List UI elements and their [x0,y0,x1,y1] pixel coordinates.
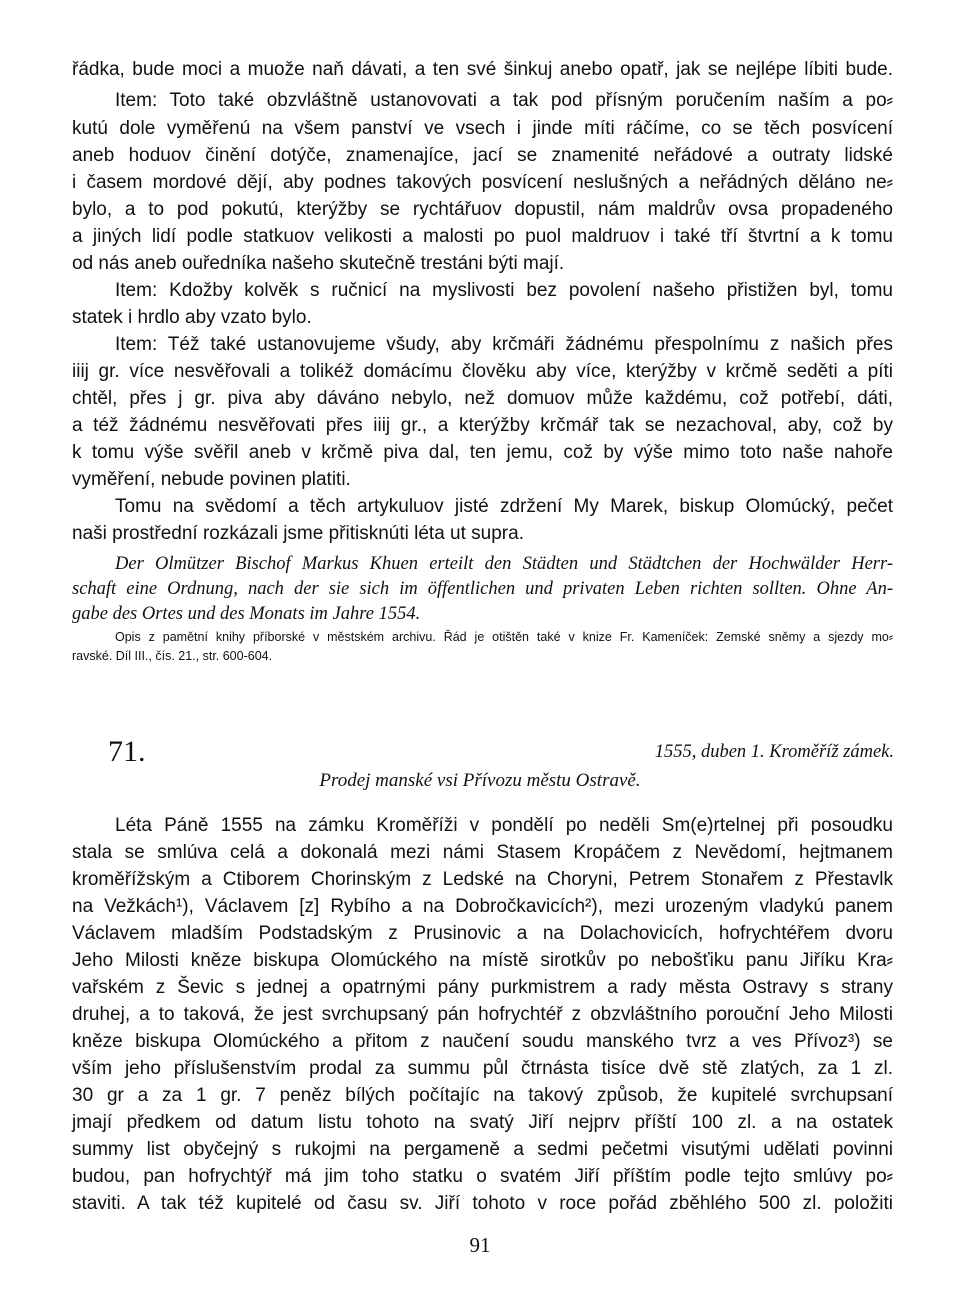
text-line: Jeho Milosti kněze biskupa Olomúckého na místě sirotkův po nebošťiku panu Jiříku Kra⸗ [72,950,893,971]
text-line: kutú dole vyměřenú na všem panství ve vsech i jinde míti ráčíme, co se těch posvícení [72,118,893,139]
text-line: bylo, a to pod pokutú, kterýžby se rychtářuov dopustil, nám maldrův ovsa propadeného [72,199,893,220]
text-line: vyměření, nebude povinen platiti. [72,469,351,490]
text-line: Léta Páně 1555 na zámku Kroměříži v pondělí po neděli Sm(e)rtelnej při posoudku [115,815,893,836]
text-line: vším jeho příslušenstvím prodal za summu půl čtrnásta tisíce dvě stě zlatých, za 1 zl. [72,1058,893,1079]
summary-line: gabe des Ortes und des Monats im Jahre 1554. [72,604,421,624]
text-line: 30 gr a za 1 gr. 7 peněz bílých počítajíc na takový způsob, že kupitelé svrchupsaní [72,1085,893,1106]
summary-line: schaft eine Ordnung, nach der sie sich im öffentlichen und privaten Leben richten sollten. Ohne An- [72,579,893,599]
text-line: na Vežkách¹), Václavem [z] Rybího a na Dobročkavicích²), mezi urozeným vladykú panem [72,896,893,917]
text-line: k tomu výše svěřil aneb v krčmě piva dal, ten jemu, což by výše mimo toto naše nahoře [72,442,893,463]
note-line: ravské. Díl III., čís. 21., str. 600-604. [72,649,273,663]
text-line: summy list obyčejný s rukojmi na pergameně a sedmi pečetmi visutými udělati povinni [72,1139,893,1160]
text-line: od nás aneb ouředníka našeho skutečně trestáni býti mají. [72,253,565,274]
page-number: 91 [469,1233,491,1257]
note-line: Opis z pamětní knihy příborské v městském archivu. Řád je otištěn také v knize Fr. Kameníček: Zemské sněmy a sjezdy mo⸗ [115,630,893,644]
document-title: Prodej manské vsi Přívozu městu Ostravě. [319,770,641,791]
text-line: druhej, a to taková, že jest svrchupsaný pán hofrychtéř z obzvláštního porouční Jeho Milosti [72,1004,893,1025]
text-line: Václavem mladším Podstadským z Prusinovic a na Dolachovicích, hofrychtéřem dvoru [72,923,893,944]
text-line: jmají předkem od datum listu tohoto na svatý Jiří nejprv příští 100 zl. a na ostatek [72,1112,893,1133]
summary-line: Der Olmützer Bischof Markus Khuen erteilt den Städten und Städtchen der Hochwälder Herr- [115,554,893,574]
text-line: stala se smlúva celá a dokonalá mezi námi Stasem Kropáčem z Nevědomí, hejtmanem [72,842,893,863]
text-line: a jiných lidí podle statkuov velikosti a malosti po puol maldruov i také tří štvrtní a k tomu [72,226,893,247]
text-line: vařském z Ševic s jednej a opatrnými pány purkmistrem a rady města Ostravy s strany [72,977,893,998]
text-line: kněze biskupa Olomúckého a přitom z naučení soudu manského tvrz a ves Přívoz³) se [72,1031,893,1052]
text-line: budou, pan hofrychtýř má jim toho statku o svatém Jiří příštím podle tejto smlúvy po⸗ [72,1166,893,1187]
text-line: kroměřížským a Ctiborem Chorinským z Ledské na Choryni, Petrem Stonařem z Přestavlk [72,869,893,890]
text-line: naši prostřední rozkázali jsme přitisknúti léta ut supra. [72,523,524,544]
text-line: aneb hoduov činění dotýče, znamenajíce, jací se znamenité neřádové a outraty lidské [72,145,893,166]
text-line: Item: Kdožby kolvěk s ručnicí na myslivosti bez povolení našeho přistižen byl, tomu [115,280,893,301]
document-date: 1555, duben 1. Kroměříž zámek. [654,742,894,762]
text-line: staviti. A tak též kupitelé od času sv. Jiří tohoto v roce pořád zběhlého 500 zl. položiti [72,1193,893,1214]
text-line: chtěl, přes j gr. piva aby dáváno nebylo, než domuov může každému, což potřebí, dáti, [72,388,893,409]
text-line: iiij gr. více nesvěřovali a tolikéž domácímu člověku aby více, kterýžby v krčmě seděti a píti [72,361,893,382]
text-line: řádka, bude moci a muože naň dávati, a ten své šinkuj anebo opatř, jak se nejlépe líbiti bude. [72,59,893,80]
document-number: 71. [108,735,146,768]
text-line: statek i hrdlo aby vzato bylo. [72,307,312,328]
text-line: a též žádnému nesvěřovati přes iiij gr., a kterýžby krčmář tak se nezachoval, aby, což by [72,415,893,436]
text-line: Tomu na svědomí a těch artykuluov jisté zdržení My Marek, biskup Olomúcký, pečet [115,496,893,517]
text-line: Item: Toto také obzvláštně ustanovovati a tak pod přísným poručením naším a po⸗ [115,90,893,111]
text-line: i časem mordové dějí, aby podnes takových posvícení neslušných a neřádných děláno ne⸗ [72,172,893,193]
text-line: Item: Též také ustanovujeme všudy, aby krčmáři žádnému přespolnímu z našich přes [115,334,893,355]
